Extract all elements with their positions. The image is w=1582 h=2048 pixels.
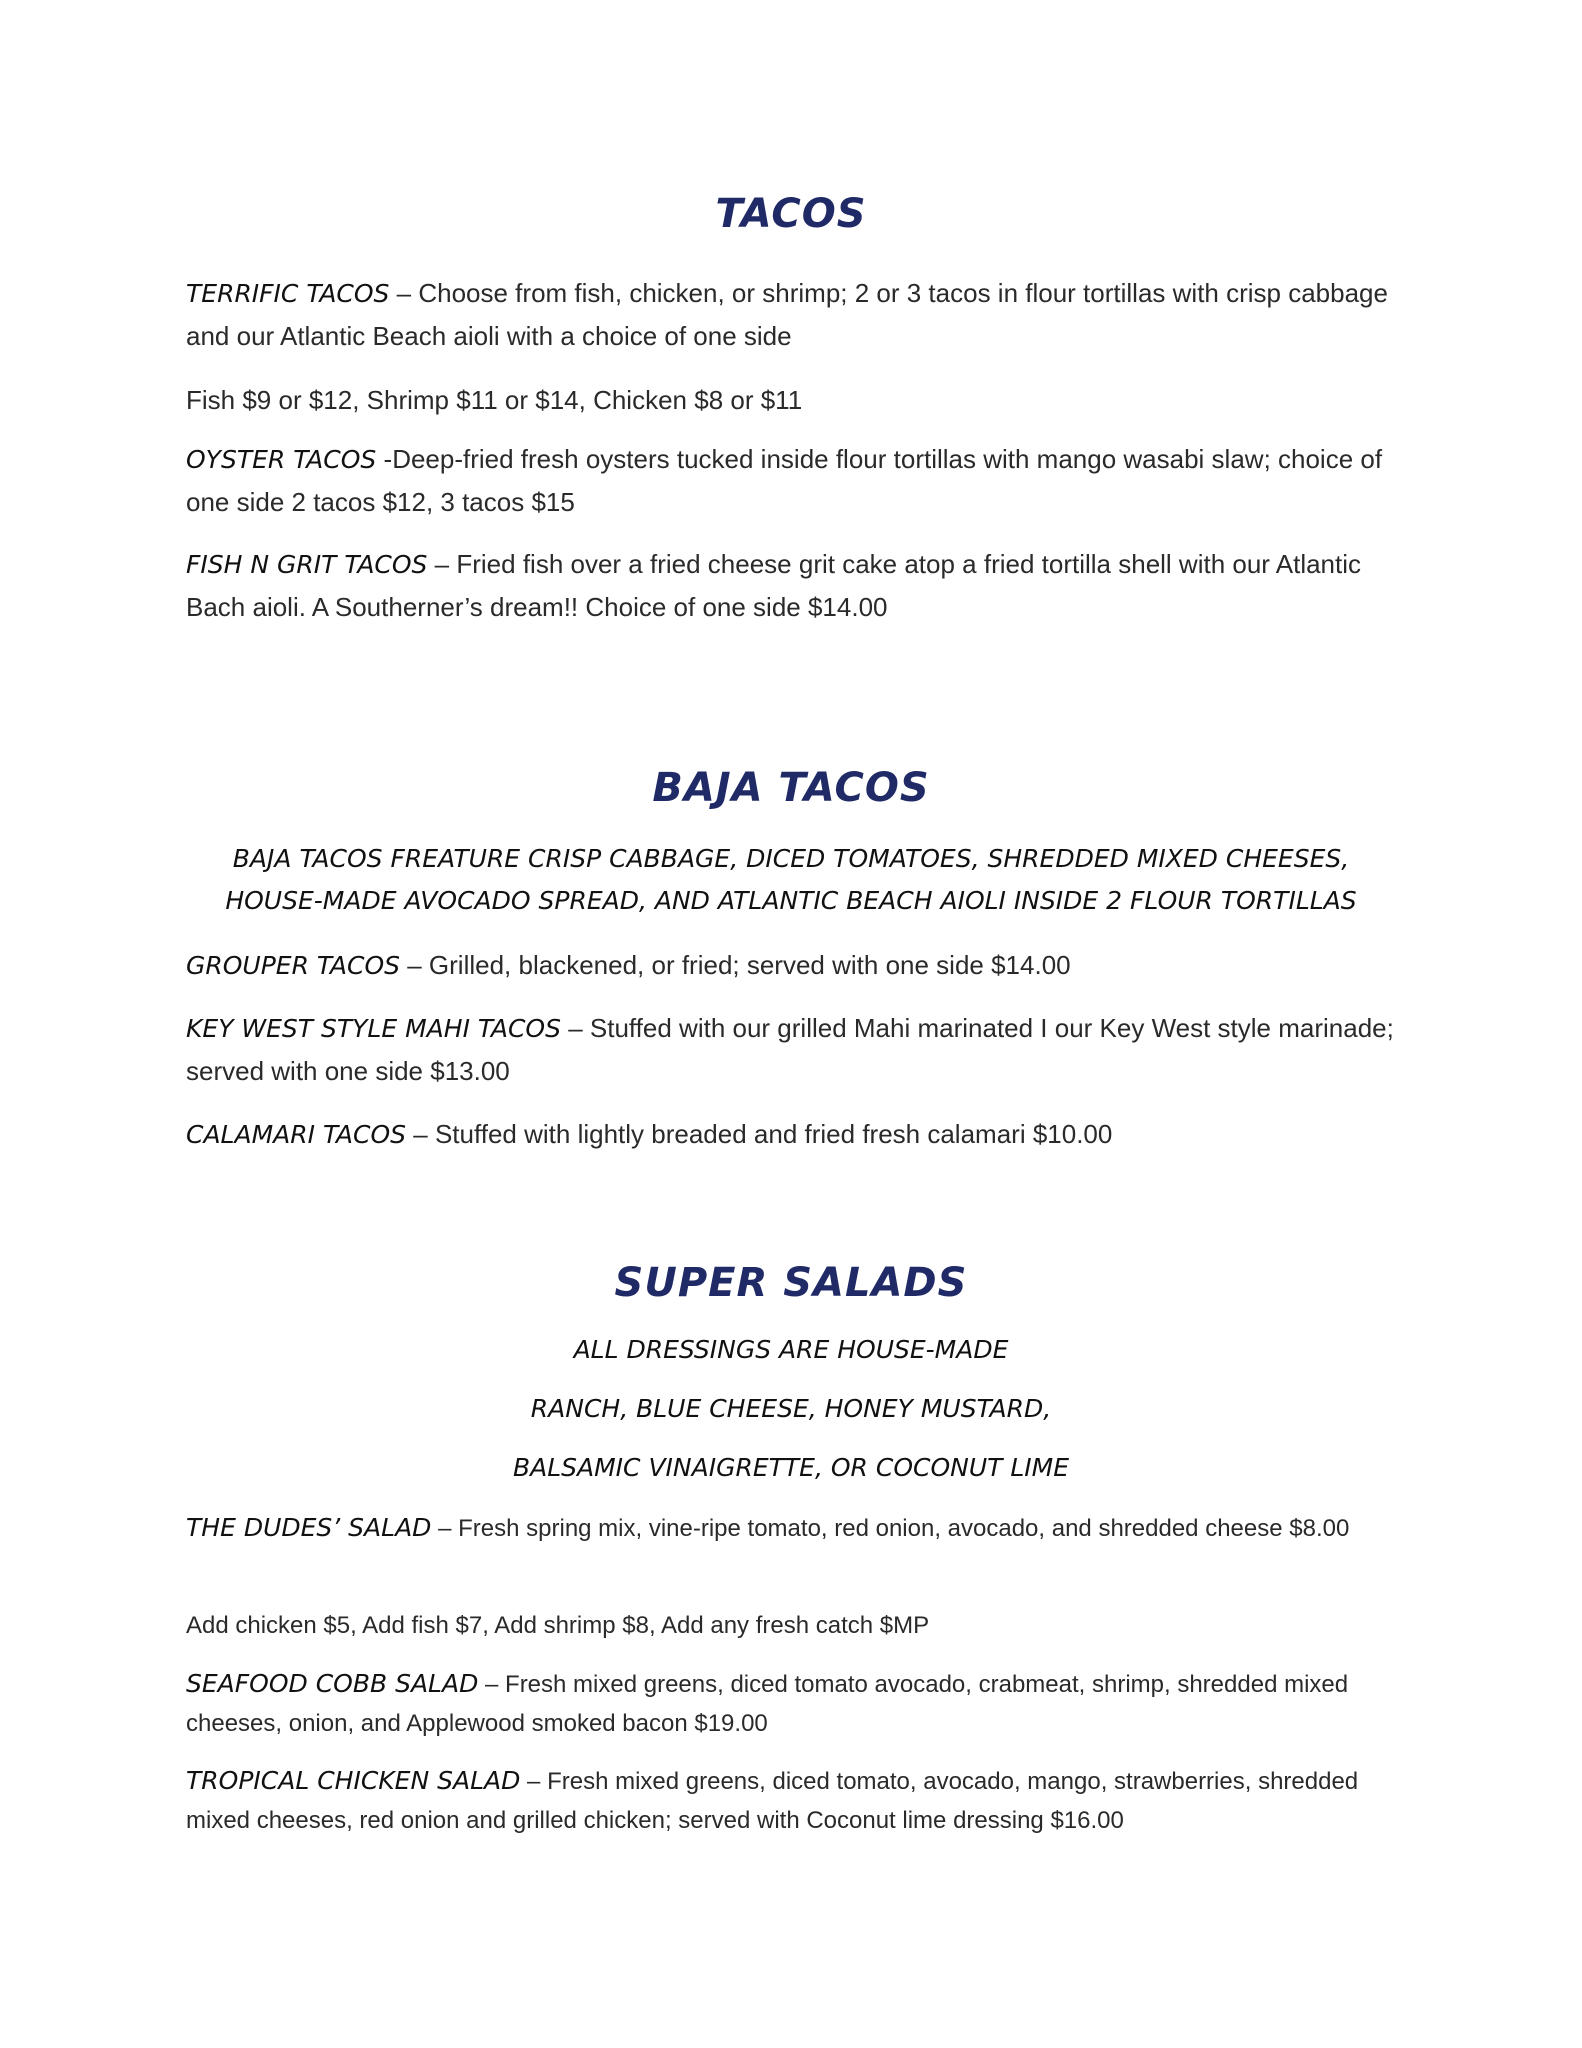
item-separator: – (478, 1671, 506, 1698)
menu-item-terrific-tacos (186, 272, 1406, 358)
item-description: Grilled, blackened, or fried; served with one side $14.00 (428, 950, 1071, 980)
menu-item-fish-n-grit-tacos (186, 543, 1406, 629)
baja-note-line-2: HOUSE-MADE AVOCADO SPREAD, AND ATLANTIC BEACH AIOLI INSIDE 2 FLOUR TORTILLAS (225, 886, 1357, 915)
item-description: Choose from fish, chicken, or shrimp; 2 or 3 tacos in flour tortillas with crisp cabbage and our Atlantic Beach aioli with a choice of one side (186, 278, 1388, 351)
menu-item-key-west-mahi-tacos (186, 1007, 1406, 1093)
baja-tacos-heading: BAJA TACOS (652, 765, 930, 811)
menu-item-tropical-chicken-salad (186, 1761, 1406, 1840)
item-description: Stuffed with lightly breaded and fried fresh calamari $10.00 (434, 1119, 1113, 1149)
super-salads-heading: SUPER SALADS (614, 1260, 968, 1306)
menu-item-oyster-tacos (186, 438, 1406, 524)
baja-note-line-1: BAJA TACOS FREATURE CRISP CABBAGE, DICED TOMATOES, SHREDDED MIXED CHEESES, (232, 844, 1350, 873)
item-name: THE DUDES’ SALAD (186, 1513, 432, 1542)
item-separator: – (560, 1013, 590, 1043)
item-name: OYSTER TACOS (186, 445, 377, 474)
item-name: SEAFOOD COBB SALAD (186, 1669, 479, 1698)
tacos-heading: TACOS (715, 191, 867, 237)
item-description: Stuffed with our grilled Mahi marinated I our Key West style marinade; served with one side $13.00 (186, 1013, 1394, 1086)
menu-item-dudes-salad (186, 1508, 1406, 1548)
item-description: Fresh mixed greens, diced tomato avocado, crabmeat, shrimp, shredded mixed cheeses, onion, and Applewood smoked bacon $19.00 (186, 1671, 1349, 1737)
menu-item-grouper-tacos (186, 944, 1406, 987)
item-name: GROUPER TACOS (186, 951, 400, 980)
item-separator: – (431, 1515, 459, 1542)
dressing-line-1: ALL DRESSINGS ARE HOUSE-MADE (573, 1335, 1009, 1364)
item-name: CALAMARI TACOS (186, 1120, 407, 1149)
item-description: Fresh mixed greens, diced tomato, avocado, mango, strawberries, shredded mixed cheeses, red onion and grilled chicken; served with Coconut lime dressing $16.00 (186, 1768, 1359, 1834)
menu-item-seafood-cobb-salad (186, 1664, 1406, 1743)
item-separator: – (427, 549, 457, 579)
item-description: Deep-fried fresh oysters tucked inside flour tortillas with mango wasabi slaw; choice of one side 2 tacos $12, 3 tacos $15 (186, 444, 1383, 517)
item-separator: – (406, 1119, 435, 1149)
dressing-line-2: RANCH, BLUE CHEESE, HONEY MUSTARD, (530, 1394, 1052, 1423)
item-separator: – (389, 278, 419, 308)
item-separator: – (400, 950, 429, 980)
item-name: TERRIFIC TACOS (186, 279, 390, 308)
item-description: Fresh spring mix, vine-ripe tomato, red onion, avocado, and shredded cheese $8.00 (458, 1515, 1350, 1542)
item-description: Fried fish over a fried cheese grit cake atop a fried tortilla shell with our Atlantic Bach aioli. A Southerner’s dream!! Choice of one side $14.00 (186, 549, 1362, 622)
item-name: FISH N GRIT TACOS (186, 550, 428, 579)
item-name: TROPICAL CHICKEN SALAD (186, 1766, 521, 1795)
tacos-price-line: Fish $9 or $12, Shrimp $11 or $14, Chicken $8 or $11 (186, 385, 803, 415)
item-separator: – (520, 1768, 548, 1795)
salad-add-ons-line: Add chicken $5, Add fish $7, Add shrimp $8, Add any fresh catch $MP (186, 1612, 930, 1639)
item-name: KEY WEST STYLE MAHI TACOS (186, 1014, 561, 1043)
item-separator: - (376, 444, 393, 474)
menu-item-calamari-tacos (186, 1113, 1406, 1156)
dressing-line-3: BALSAMIC VINAIGRETTE, OR COCONUT LIME (512, 1453, 1070, 1482)
